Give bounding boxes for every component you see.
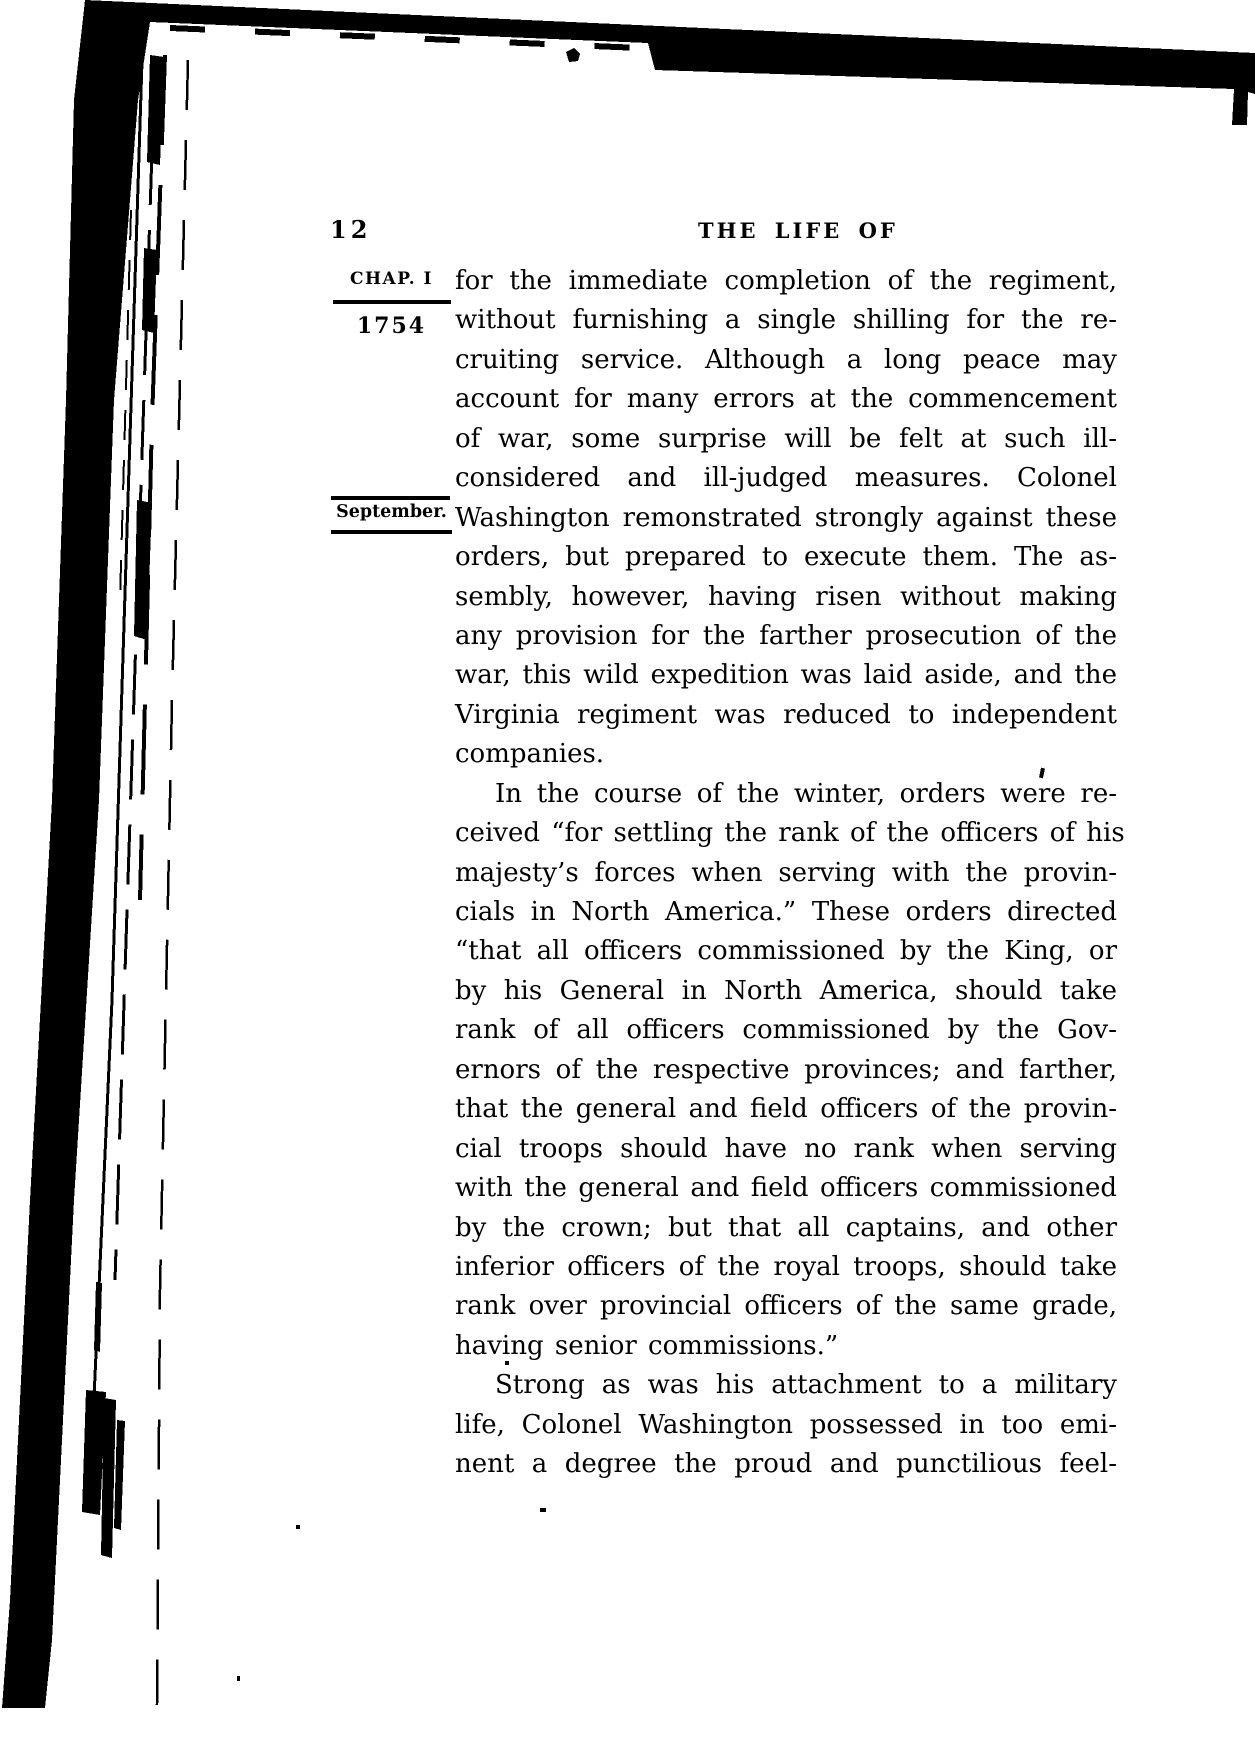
scan-speck — [566, 48, 580, 62]
text-line: war, this wild expedition was laid aside, and the — [455, 660, 1117, 691]
margin-note-chapter: CHAP. I — [349, 269, 434, 289]
scan-blotch — [147, 55, 164, 165]
scan-streak — [140, 55, 165, 900]
text-line: by the crown; but that all captains, and other — [455, 1212, 1117, 1243]
margin-note-year: 1754 — [356, 313, 427, 339]
scan-streak — [157, 60, 188, 1705]
margin-rule — [331, 530, 452, 534]
page-number: 12 — [330, 215, 372, 244]
scan-blotch — [94, 1282, 102, 1352]
margin-rule — [333, 300, 451, 304]
scan-top-edge — [85, 0, 1255, 125]
text-line: companies. — [455, 739, 605, 770]
text-line: Virginia regiment was reduced to independent — [455, 699, 1117, 730]
scan-speck — [237, 1676, 240, 1681]
text-line: Washington remonstrated strongly against these — [455, 502, 1117, 533]
text-line: cials in North America.” These orders directed — [455, 897, 1117, 927]
margin-note-month: September. — [336, 502, 447, 522]
text-line: life, Colonel Washington possessed in too emi- — [455, 1409, 1117, 1440]
text-line: that the general and field officers of the provin- — [455, 1094, 1117, 1125]
text-line: ceived “for settling the rank of the officers of his — [455, 818, 1125, 849]
body-text — [455, 262, 1125, 1485]
text-line: In the course of the winter, orders were re- — [495, 778, 1117, 809]
text-line: cruiting service. Although a long peace may — [455, 344, 1117, 375]
text-line: rank over provincial officers of the same grade, — [455, 1291, 1117, 1322]
text-line: inferior officers of the royal troops, should take — [455, 1251, 1117, 1282]
text-line: for the immediate completion of the regiment, — [455, 266, 1117, 296]
text-line: without furnishing a single shilling for the re- — [455, 305, 1117, 336]
text-line: sembly, however, having risen without making — [455, 581, 1117, 612]
scan-blotch — [114, 1420, 125, 1530]
running-title: THE LIFE OF — [698, 218, 898, 243]
text-line: account for many errors at the commencement — [455, 384, 1117, 415]
text-line: ernors of the respective provinces; and farther, — [455, 1054, 1117, 1085]
text-line: “that all officers commissioned by the King, or — [455, 936, 1117, 967]
scan-blotch — [134, 500, 152, 640]
text-line: nent a degree the proud and punctilious feel- — [455, 1449, 1117, 1480]
text-line: considered and ill-judged measures. Colonel — [455, 463, 1117, 494]
scan-speck — [296, 1525, 300, 1529]
text-line: any provision for the farther prosecution of the — [455, 620, 1117, 651]
text-line: cial troops should have no rank when serving — [455, 1133, 1117, 1164]
text-line: rank of all officers commissioned by the Gov- — [455, 1015, 1117, 1046]
text-line: with the general and field officers commissioned — [455, 1173, 1117, 1204]
text-line: of war, some surprise will be felt at such ill- — [455, 423, 1117, 454]
margin-rule — [331, 496, 450, 500]
text-line: majesty’s forces when serving with the provin- — [455, 857, 1117, 888]
scan-speck — [540, 1508, 546, 1512]
text-line: Strong as was his attachment to a military — [495, 1370, 1117, 1401]
text-line: having senior commissions.” — [455, 1330, 839, 1361]
text-line: by his General in North America, should take — [455, 975, 1117, 1006]
text-line: orders, but prepared to execute them. The as- — [455, 542, 1117, 573]
